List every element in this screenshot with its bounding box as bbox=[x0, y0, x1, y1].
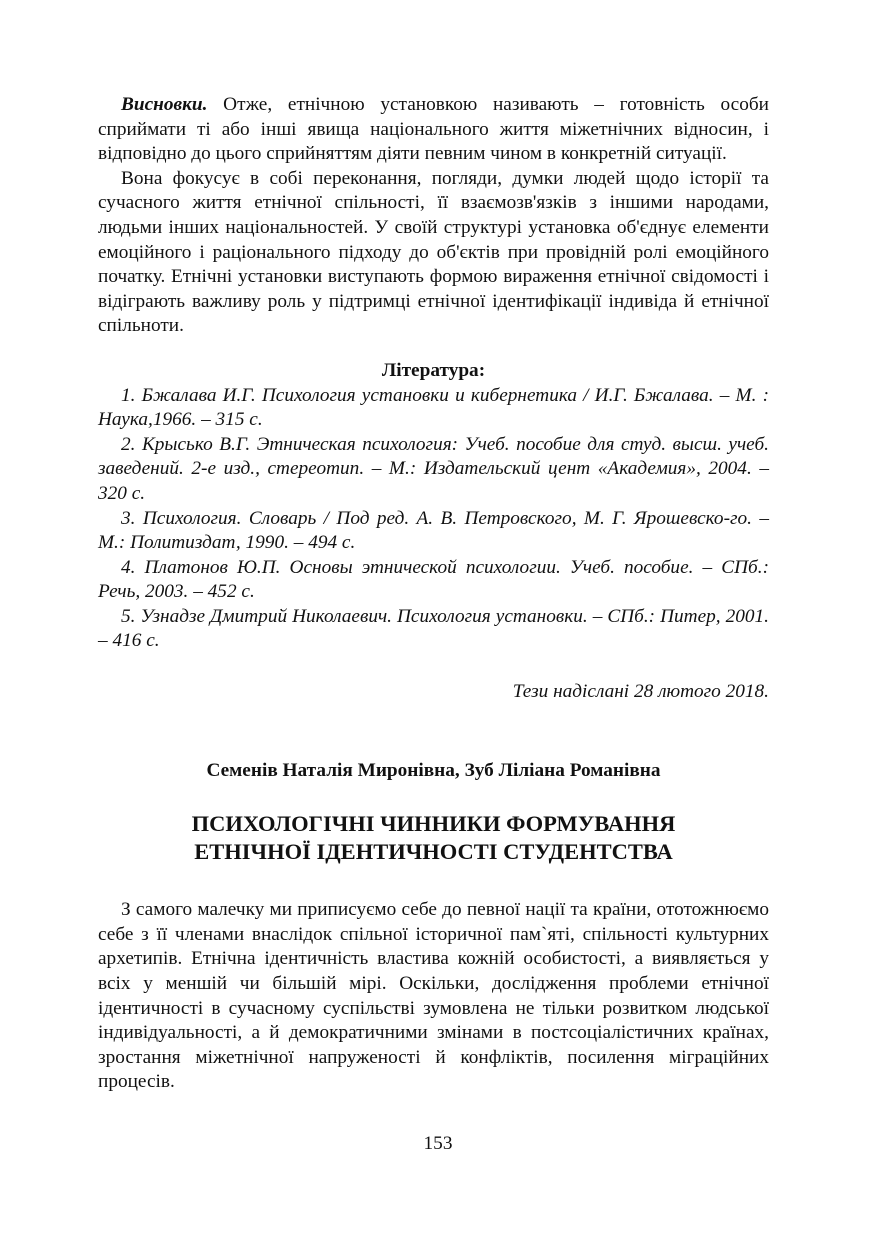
article-authors: Семенів Наталія Миронівна, Зуб Ліліана Романівна bbox=[206, 759, 661, 781]
reference-item: 4. Платонов Ю.П. Основы этнической психологии. Учеб. пособие. – СПб.: Речь, 2003. – 452 с. bbox=[98, 556, 769, 603]
article-title-line-2: ЕТНІЧНОЇ ІДЕНТИЧНОСТІ СТУДЕНТСТВА bbox=[194, 839, 673, 865]
conclusions-label: Висновки. bbox=[121, 94, 208, 115]
reference-item: 5. Узнадзе Дмитрий Николаевич. Психология установки. – СПб.: Питер, 2001. – 416 с. bbox=[98, 605, 769, 652]
reference-item: 1. Бжалава И.Г. Психология установки и кибернетика / И.Г. Бжалава. – М. : Наука,1966. – 315 с. bbox=[98, 384, 769, 431]
conclusions-text: Отже, етнічною установкою називають – готовність особи сприймати ті або інші явища національного життя міжетнічних відносин, і відповідно до цього сприйняттям діяти певним чином в конкретній ситуації. bbox=[98, 94, 769, 165]
literature-title: Література: bbox=[381, 359, 486, 381]
submitted-note: Тези надіслані 28 лютого 2018. bbox=[512, 681, 769, 703]
page-number: 153 bbox=[423, 1133, 453, 1154]
conclusions-paragraph-1 bbox=[98, 93, 769, 167]
article-paragraph-1: З самого малечку ми приписуємо себе до певної нації та країни, ототожнюємо себе з її членами внаслідок спільної історичної пам`яті, спільності культурних архетипів. Етнічна ідентичність властива кожній особистості, а виявляється у всіх у меншій чи більшій мірі. Оскільки, дослідження проблеми етнічної ідентичності в сучасному суспільстві зумовлена не тільки розвитком людської індивідуальності, а й демократичними змінами в постсоціалістичних країнах, зростання міжетнічної напруженості й конфліктів, посилення міграційних процесів. bbox=[98, 899, 769, 1093]
article-title bbox=[98, 810, 769, 866]
article-title-line-1: ПСИХОЛОГІЧНІ ЧИННИКИ ФОРМУВАННЯ bbox=[191, 811, 676, 837]
conclusions-paragraph-2: Вона фокусує в собі переконання, погляди, думки людей щодо історії та сучасного життя етнічної спільності, її взаємозв'язків з іншими народами, людьми інших національностей. У своїй структурі установка об'єднує елементи емоційного і раціонального підходу до об'єктів при провідній ролі емоційного початку. Етнічні установки виступають формою вираження етнічної свідомості і відіграють важливу роль у підтримці етнічної ідентифікації індивіда й етнічної спільноти. bbox=[98, 167, 769, 337]
reference-item: 3. Психология. Словарь / Под ред. А. В. Петровского, М. Г. Ярошевско-го. – М.: Политиздат, 1990. – 494 с. bbox=[98, 507, 769, 554]
document-page bbox=[98, 93, 769, 1095]
reference-item: 2. Крысько В.Г. Этническая психология: Учеб. пособие для студ. высш. учеб. заведений. 2-е изд., стереотип. – М.: Издательский цент «Академия», 2004. – 320 с. bbox=[98, 433, 769, 504]
